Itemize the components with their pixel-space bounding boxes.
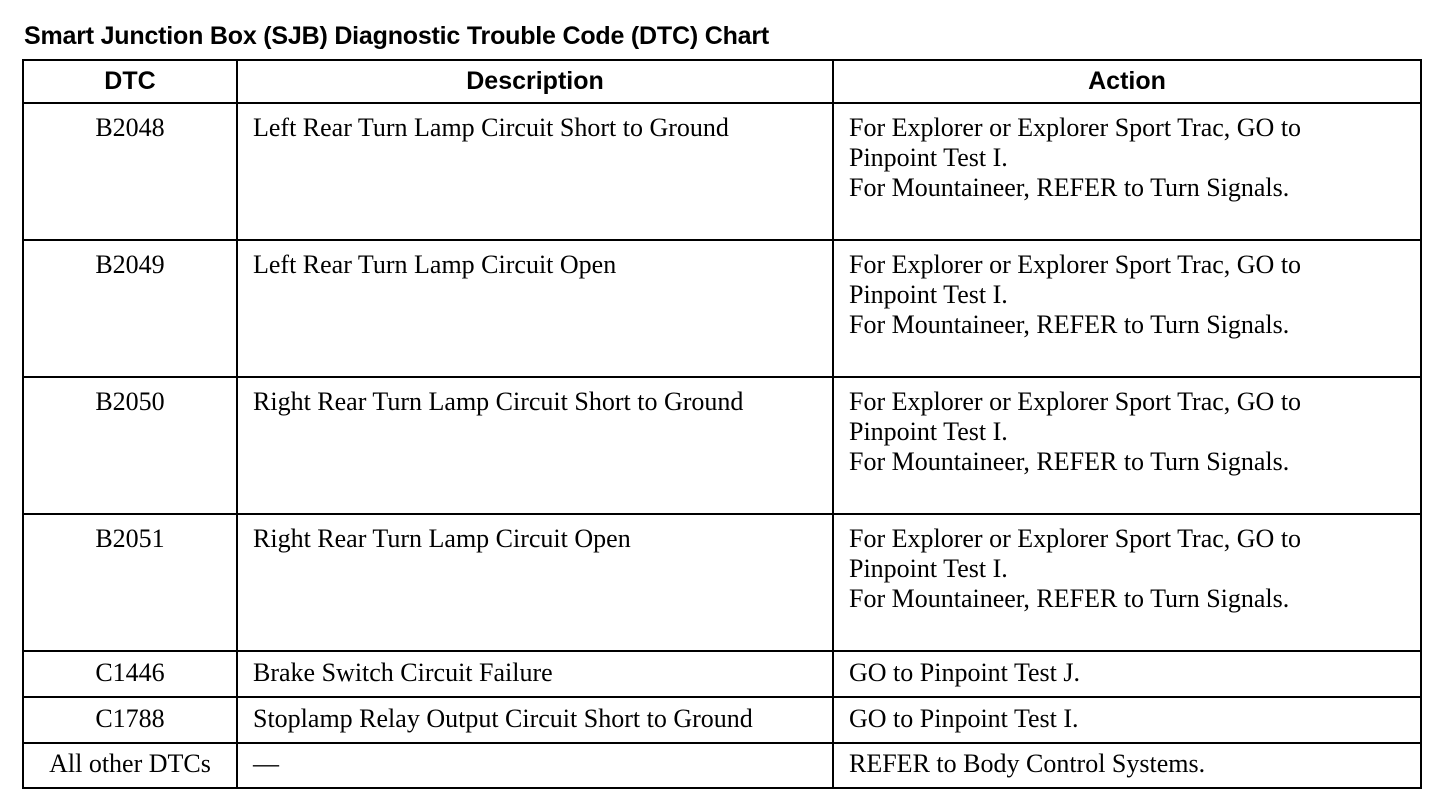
description-text: Left Rear Turn Lamp Circuit Short to Ground: [253, 113, 729, 142]
dtc-code: C1788: [95, 704, 165, 733]
header-action: Action: [833, 60, 1421, 103]
description-cell: [237, 240, 833, 377]
description-cell: [237, 514, 833, 651]
description-cell: [237, 377, 833, 514]
table-row: [23, 103, 1421, 240]
action-line: GO to Pinpoint Test I.: [849, 704, 1079, 733]
action-cell: [833, 743, 1421, 788]
action-line: Pinpoint Test I.: [849, 554, 1008, 583]
description-cell: [237, 743, 833, 788]
dtc-code: B2050: [95, 387, 165, 416]
header-dtc: DTC: [23, 60, 237, 103]
action-cell: [833, 240, 1421, 377]
dtc-code: All other DTCs: [49, 749, 211, 778]
table-row: [23, 377, 1421, 514]
dtc-cell: [23, 240, 237, 377]
table-row: [23, 514, 1421, 651]
table-header-row: [23, 60, 1421, 103]
dtc-cell: [23, 103, 237, 240]
action-line: Pinpoint Test I.: [849, 143, 1008, 172]
description-text: Brake Switch Circuit Failure: [253, 658, 553, 687]
action-cell: [833, 103, 1421, 240]
table-row: [23, 697, 1421, 743]
dtc-code: B2048: [95, 113, 165, 142]
description-text: —: [253, 749, 279, 778]
description-text: Right Rear Turn Lamp Circuit Open: [253, 524, 631, 553]
dtc-cell: [23, 651, 237, 697]
description-text: Right Rear Turn Lamp Circuit Short to Ground: [253, 387, 744, 416]
header-description: Description: [237, 60, 833, 103]
description-cell: [237, 651, 833, 697]
dtc-cell: [23, 377, 237, 514]
action-line: For Explorer or Explorer Sport Trac, GO to: [849, 524, 1302, 553]
action-line: Pinpoint Test I.: [849, 280, 1008, 309]
dtc-cell: [23, 743, 237, 788]
action-line: For Mountaineer, REFER to Turn Signals.: [849, 310, 1290, 339]
table-row: [23, 651, 1421, 697]
action-line: For Explorer or Explorer Sport Trac, GO to: [849, 113, 1302, 142]
action-line: For Mountaineer, REFER to Turn Signals.: [849, 447, 1290, 476]
dtc-cell: [23, 514, 237, 651]
action-line: For Explorer or Explorer Sport Trac, GO to: [849, 250, 1302, 279]
description-cell: [237, 103, 833, 240]
description-text: Stoplamp Relay Output Circuit Short to Ground: [253, 704, 753, 733]
action-cell: [833, 697, 1421, 743]
dtc-code: C1446: [95, 658, 165, 687]
description-cell: [237, 697, 833, 743]
action-line: REFER to Body Control Systems.: [849, 749, 1206, 778]
dtc-code: B2051: [95, 524, 165, 553]
dtc-cell: [23, 697, 237, 743]
dtc-table: [22, 59, 1422, 789]
dtc-code: B2049: [95, 250, 165, 279]
table-row: [23, 743, 1421, 788]
action-line: Pinpoint Test I.: [849, 417, 1008, 446]
action-line: For Mountaineer, REFER to Turn Signals.: [849, 584, 1290, 613]
action-cell: [833, 651, 1421, 697]
action-line: For Mountaineer, REFER to Turn Signals.: [849, 173, 1290, 202]
action-cell: [833, 514, 1421, 651]
chart-title: Smart Junction Box (SJB) Diagnostic Trouble Code (DTC) Chart: [24, 22, 769, 50]
action-line: For Explorer or Explorer Sport Trac, GO to: [849, 387, 1302, 416]
action-cell: [833, 377, 1421, 514]
description-text: Left Rear Turn Lamp Circuit Open: [253, 250, 617, 279]
table-row: [23, 240, 1421, 377]
action-line: GO to Pinpoint Test J.: [849, 658, 1081, 687]
